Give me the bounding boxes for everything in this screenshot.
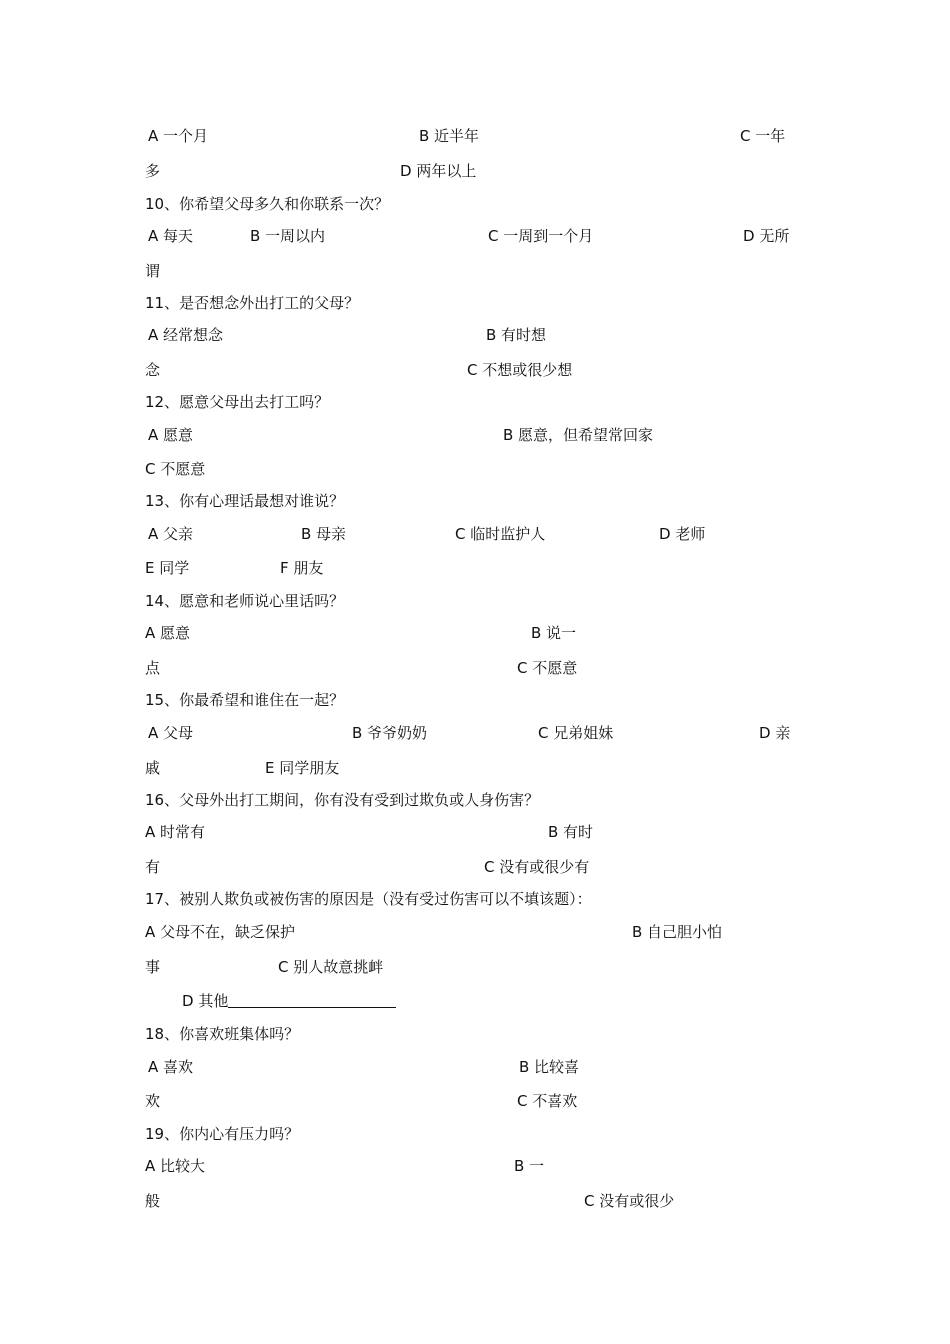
q18-option-b-wrap: 欢	[145, 1092, 161, 1110]
q12-options-row-2	[0, 459, 950, 493]
q13-options-row	[0, 524, 950, 558]
q10-option-b[interactable]: B 一周以内	[250, 227, 326, 245]
q15-option-c[interactable]: C 兄弟姐妹	[538, 724, 614, 742]
q17-option-d-label: D 其他	[182, 992, 229, 1010]
q17-options-row-3	[0, 991, 950, 1025]
q15-option-b[interactable]: B 爷爷奶奶	[352, 724, 428, 742]
question-title: 14、愿意和老师说心里话吗？	[145, 592, 345, 610]
q9-options-row-2	[0, 161, 950, 195]
q18-options-row-2	[0, 1091, 950, 1125]
q10-option-a[interactable]: A 每天	[148, 227, 194, 245]
q13-title-row	[0, 491, 950, 525]
q11-title-row	[0, 293, 950, 327]
q18-options-row	[0, 1057, 950, 1091]
q18-option-c[interactable]: C 不喜欢	[517, 1092, 578, 1110]
q10-option-c[interactable]: C 一周到一个月	[488, 227, 594, 245]
q13-option-f[interactable]: F 朋友	[280, 559, 324, 577]
q13-option-e[interactable]: E 同学	[145, 559, 190, 577]
q12-option-a[interactable]: A 愿意	[148, 426, 194, 444]
q18-option-b[interactable]: B 比较喜	[519, 1058, 580, 1076]
q9-option-b[interactable]: B 近半年	[419, 127, 480, 145]
q9-option-a[interactable]: A 一个月	[148, 127, 209, 145]
q12-options-row	[0, 425, 950, 459]
q9-option-c[interactable]: C 一年	[740, 127, 786, 145]
q14-options-row	[0, 623, 950, 657]
q14-title-row	[0, 591, 950, 625]
q11-option-a[interactable]: A 经常想念	[148, 326, 224, 344]
q15-option-d[interactable]: D 亲	[759, 724, 791, 742]
q19-option-b-wrap: 般	[145, 1192, 161, 1210]
q17-options-row-2	[0, 957, 950, 991]
question-title: 10、你希望父母多久和你联系一次？	[145, 195, 390, 213]
question-title: 19、你内心有压力吗？	[145, 1125, 300, 1143]
q19-options-row	[0, 1156, 950, 1190]
q15-option-d-wrap: 戚	[145, 759, 161, 777]
q11-options-row-2	[0, 360, 950, 394]
q19-title-row	[0, 1124, 950, 1158]
q15-options-row	[0, 723, 950, 757]
q17-option-c[interactable]: C 别人故意挑衅	[278, 958, 384, 976]
q19-option-a[interactable]: A 比较大	[145, 1157, 206, 1175]
q17-title-row	[0, 889, 950, 923]
q16-options-row-2	[0, 857, 950, 891]
question-title: 18、你喜欢班集体吗？	[145, 1025, 300, 1043]
q11-option-c[interactable]: C 不想或很少想	[467, 361, 573, 379]
q15-option-e[interactable]: E 同学朋友	[265, 759, 340, 777]
q10-options-row-2	[0, 261, 950, 295]
q9-option-c-wrap: 多	[145, 162, 161, 180]
q13-option-d[interactable]: D 老师	[659, 525, 706, 543]
q16-option-b[interactable]: B 有时	[548, 823, 594, 841]
question-title: 17、被别人欺负或被伤害的原因是（没有受过伤害可以不填该题）：	[145, 890, 592, 908]
q17-other-blank[interactable]	[228, 993, 396, 1008]
q14-option-a[interactable]: A 愿意	[145, 624, 191, 642]
q12-title-row	[0, 392, 950, 426]
q16-option-c[interactable]: C 没有或很少有	[484, 858, 590, 876]
q10-option-d-wrap: 谓	[145, 262, 161, 280]
q18-option-a[interactable]: A 喜欢	[148, 1058, 194, 1076]
q18-title-row	[0, 1024, 950, 1058]
q15-title-row	[0, 690, 950, 724]
q14-option-b-wrap: 点	[145, 659, 161, 677]
question-title: 13、你有心理话最想对谁说？	[145, 492, 345, 510]
question-title: 15、你最希望和谁住在一起？	[145, 691, 345, 709]
q16-option-b-wrap: 有	[145, 858, 161, 876]
question-title: 16、父母外出打工期间，你有没有受到过欺负或人身伤害？	[145, 791, 540, 809]
q11-option-b[interactable]: B 有时想	[486, 326, 547, 344]
q16-title-row	[0, 790, 950, 824]
q14-options-row-2	[0, 658, 950, 692]
q13-options-row-2	[0, 558, 950, 592]
q10-option-d[interactable]: D 无所	[743, 227, 790, 245]
q10-options-row	[0, 226, 950, 260]
q17-options-row	[0, 922, 950, 956]
q16-options-row	[0, 822, 950, 856]
q9-options-row	[0, 126, 950, 160]
q19-option-c[interactable]: C 没有或很少	[584, 1192, 675, 1210]
q19-option-b[interactable]: B 一	[514, 1157, 545, 1175]
q14-option-c[interactable]: C 不愿意	[517, 659, 578, 677]
q17-option-b[interactable]: B 自己胆小怕	[632, 923, 723, 941]
q13-option-a[interactable]: A 父亲	[148, 525, 194, 543]
question-title: 11、是否想念外出打工的父母？	[145, 294, 360, 312]
q10-title-row	[0, 194, 950, 228]
q17-option-a[interactable]: A 父母不在，缺乏保护	[145, 923, 296, 941]
q19-options-row-2	[0, 1191, 950, 1225]
q16-option-a[interactable]: A 时常有	[145, 823, 206, 841]
q11-options-row	[0, 325, 950, 359]
q12-option-c[interactable]: C 不愿意	[145, 460, 206, 478]
q17-option-b-wrap: 事	[145, 958, 161, 976]
question-title: 12、愿意父母出去打工吗？	[145, 393, 330, 411]
q9-option-d[interactable]: D 两年以上	[400, 162, 477, 180]
q14-option-b[interactable]: B 说一	[531, 624, 577, 642]
q13-option-b[interactable]: B 母亲	[301, 525, 347, 543]
q13-option-c[interactable]: C 临时监护人	[455, 525, 546, 543]
q11-option-b-wrap: 念	[145, 361, 161, 379]
q17-option-d[interactable]	[182, 991, 396, 1011]
q12-option-b[interactable]: B 愿意，但希望常回家	[503, 426, 654, 444]
q15-option-a[interactable]: A 父母	[148, 724, 194, 742]
q15-options-row-2	[0, 758, 950, 792]
